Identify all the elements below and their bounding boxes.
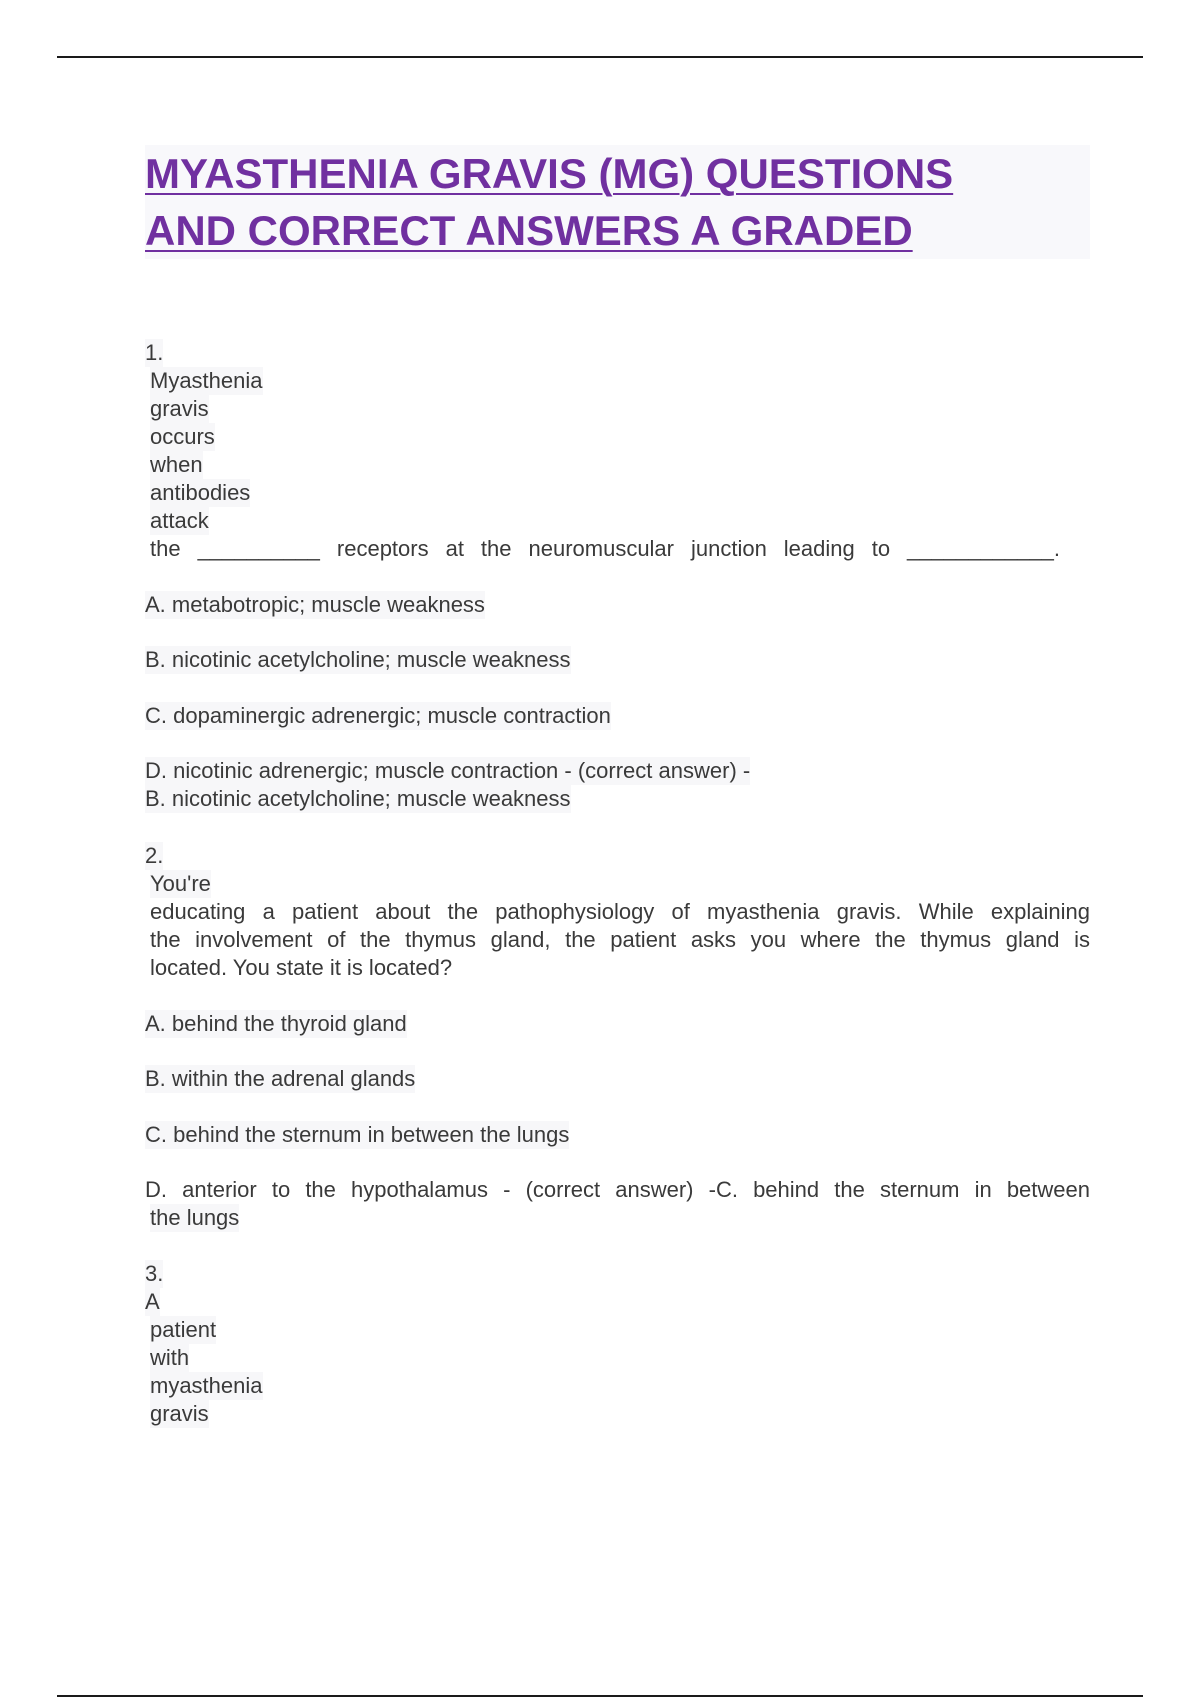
answer-option: A. behind the thyroid gland [145,1011,407,1036]
question-stem-word: myasthenia [150,1373,263,1398]
question-stem-word: with [150,1345,190,1370]
question-number: 1. [145,340,164,365]
question-stem-word: occurs [150,424,215,449]
question-stem-word: You're [150,871,211,896]
answer-option: B. nicotinic acetylcholine; muscle weakness [145,647,571,672]
question-stem-word: A [145,1289,160,1314]
header-rule [57,56,1143,58]
title-line-1: MYASTHENIA GRAVIS (MG) QUESTIONS [145,150,954,197]
answer-option: D. nicotinic adrenergic; muscle contraction - (correct answer) - [145,758,751,783]
question-stem-word: when [150,452,203,477]
question-stem-word: gravis [150,1401,209,1426]
document-title [145,145,1090,259]
answer-option: C. dopaminergic adrenergic; muscle contraction [145,703,611,728]
question-stem-word: Myasthenia [150,368,263,393]
correct-answer: B. nicotinic acetylcholine; muscle weakness [145,786,571,811]
question-number: 2. [145,843,164,868]
question-number: 3. [145,1261,164,1286]
question-stem-line: educating a patient about the pathophysiology of myasthenia gravis. While explaining [150,899,1090,924]
answer-option: C. behind the sternum in between the lungs [145,1122,570,1147]
answer-option: D. anterior to the hypothalamus - (correct answer) -C. behind the sternum in between [145,1177,1090,1202]
footer-rule [57,1695,1143,1697]
question-stem-word: gravis [150,396,209,421]
title-line-2: AND CORRECT ANSWERS A GRADED [145,207,913,254]
answer-option: A. metabotropic; muscle weakness [145,592,485,617]
question-stem-word: attack [150,508,209,533]
question-stem-line: the involvement of the thymus gland, the patient asks you where the thymus gland is [150,927,1090,952]
question-stem-line: located. You state it is located? [150,955,453,980]
question-stem-word: patient [150,1317,217,1342]
answer-option: B. within the adrenal glands [145,1066,416,1091]
correct-answer: the lungs [150,1205,240,1230]
document-title-block [145,145,1090,259]
question-stem-word: antibodies [150,480,251,505]
question-stem-line: the __________ receptors at the neuromuscular junction leading to ____________. [150,536,1060,561]
